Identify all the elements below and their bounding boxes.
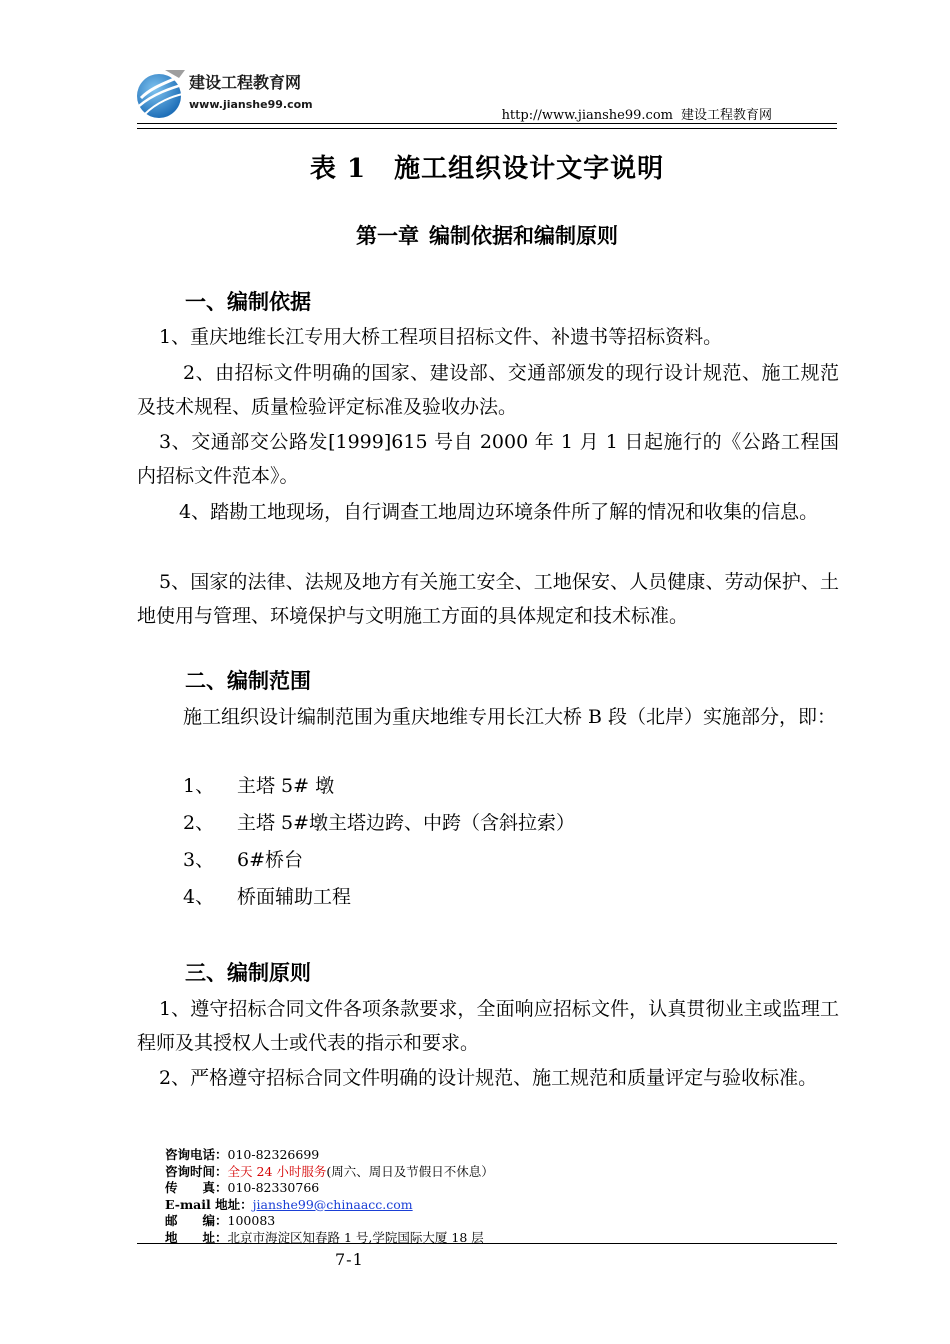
section-heading-scope: 二、编制范围 xyxy=(185,668,311,693)
footer-zip: 100083 xyxy=(227,1213,276,1228)
footer-zip-row xyxy=(165,1213,494,1230)
logo-url: www.jianshe99.com xyxy=(189,98,313,111)
scope-intro: 施工组织设计编制范围为重庆地维专用长江大桥 B 段（北岸）实施部分，即： xyxy=(183,706,837,728)
footer-time-rest: (周六、周日及节假日不休息） xyxy=(326,1163,494,1179)
footer-zip-label: 邮 编： xyxy=(165,1213,228,1228)
section-heading-basis: 一、编制依据 xyxy=(185,289,311,314)
scope-list-item xyxy=(183,845,303,872)
logo-name: 建设工程教育网 xyxy=(189,73,302,92)
scope-item-text: 主塔 5# 墩 xyxy=(237,775,335,797)
basis-paragraph-4: 4、踏勘工地现场，自行调查工地周边环境条件所了解的情况和收集的信息。 xyxy=(179,501,819,523)
footer-email-label: E-mail 地址： xyxy=(165,1196,253,1212)
footer-fax: 010-82330766 xyxy=(227,1180,320,1195)
header-rule-bottom xyxy=(137,128,837,129)
header-site-name: 建设工程教育网 xyxy=(680,108,772,123)
title-text: 施工组织设计文字说明 xyxy=(394,154,665,184)
section-heading-principles: 三、编制原则 xyxy=(185,960,311,985)
footer-address-label: 地 址： xyxy=(165,1229,228,1245)
footer-phone-label: 咨询电话： xyxy=(165,1147,228,1162)
header-site-info xyxy=(502,104,772,123)
basis-paragraph-5: 5、国家的法律、法规及地方有关施工安全、工地保安、人员健康、劳动保护、土地使用与管理、环境保护与文明施工方面的具体规定和技术标准。 xyxy=(137,571,839,627)
footer-rule xyxy=(137,1243,837,1244)
scope-list-item xyxy=(183,882,351,909)
footer-address: 北京市海淀区知春路 1 号,学院国际大厦 18 层 xyxy=(227,1229,484,1245)
footer-time-row xyxy=(165,1164,494,1181)
footer-fax-row xyxy=(165,1180,494,1197)
header-rule-top xyxy=(137,123,837,124)
site-logo xyxy=(135,66,335,124)
scope-item-number: 2、 xyxy=(183,812,215,834)
footer-email-link[interactable]: jianshe99@chinaacc.com xyxy=(252,1196,413,1212)
basis-paragraph-3: 3、交通部交公路发[1999]615 号自 2000 年 1 月 1 日起施行的《公路工程国内招标文件范本》。 xyxy=(137,431,839,487)
chapter-prefix: 第一章 xyxy=(356,223,419,248)
document-title xyxy=(137,148,837,185)
scope-item-text: 6#桥台 xyxy=(237,849,304,871)
scope-item-text: 主塔 5#墩主塔边跨、中跨（含斜拉索） xyxy=(237,812,576,834)
contact-footer xyxy=(165,1147,494,1246)
scope-item-text: 桥面辅助工程 xyxy=(237,886,352,908)
page-number: 7-1 xyxy=(335,1250,364,1269)
footer-time-highlight: 全天 24 小时服务 xyxy=(227,1163,327,1179)
globe-icon xyxy=(135,68,187,120)
principles-paragraph-1: 1、遵守招标合同文件各项条款要求，全面响应招标文件，认真贯彻业主或监理工程师及其授权人士或代表的指示和要求。 xyxy=(137,998,839,1054)
footer-phone-row xyxy=(165,1147,494,1164)
title-prefix: 表 1 xyxy=(309,154,367,184)
header-site-url[interactable]: http://www.jianshe99.com xyxy=(501,108,673,123)
chapter-text: 编制依据和编制原则 xyxy=(429,223,618,248)
scope-list-item xyxy=(183,808,575,835)
basis-paragraph-1: 1、重庆地维长江专用大桥工程项目招标文件、补遗书等招标资料。 xyxy=(159,326,723,348)
footer-fax-label: 传 真： xyxy=(165,1180,228,1195)
scope-item-number: 3、 xyxy=(183,849,215,871)
chapter-heading xyxy=(137,220,837,250)
basis-paragraph-2: 2、由招标文件明确的国家、建设部、交通部颁发的现行设计规范、施工规范及技术规程、质量检验评定标准及验收办法。 xyxy=(137,362,839,418)
footer-email-row xyxy=(165,1197,494,1214)
footer-time-label: 咨询时间： xyxy=(165,1163,228,1179)
scope-list-item xyxy=(183,771,334,798)
principles-paragraph-2: 2、严格遵守招标合同文件明确的设计规范、施工规范和质量评定与验收标准。 xyxy=(159,1067,818,1089)
scope-item-number: 1、 xyxy=(183,775,215,797)
scope-item-number: 4、 xyxy=(183,886,215,908)
footer-phone: 010-82326699 xyxy=(227,1147,320,1162)
